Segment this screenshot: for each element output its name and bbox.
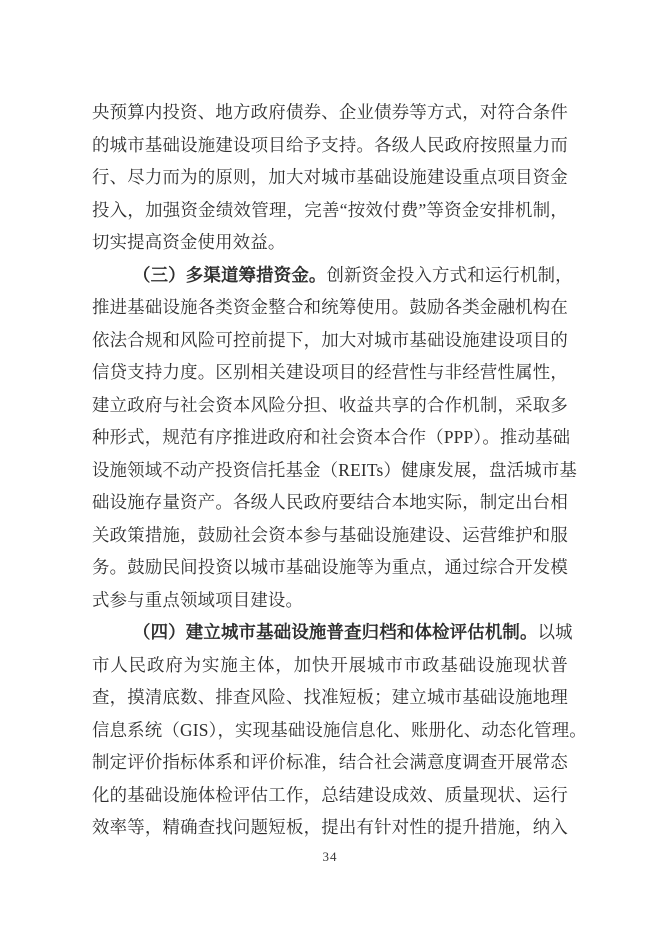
text-line xyxy=(92,681,568,714)
text-line xyxy=(92,161,568,194)
text-line xyxy=(92,324,568,357)
text-run: 信贷支持力度。区别相关建设项目的经营性与非经营性属性， xyxy=(92,362,568,382)
text-run: 础设施存量资产。各级人民政府要结合本地实际，制定出台相 xyxy=(92,492,568,512)
text-run: 务。鼓励民间投资以城市基础设施等为重点，通过综合开发模 xyxy=(92,557,568,577)
page-number: 34 xyxy=(322,849,338,864)
text-line xyxy=(92,389,568,422)
text-line xyxy=(92,356,568,389)
text-line xyxy=(92,616,573,649)
text-run: 式参与重点领域项目建设。 xyxy=(92,589,304,610)
text-run: 行、尽力而为的原则，加大对城市基础设施建设重点项目资金 xyxy=(92,167,568,187)
text-line xyxy=(92,811,568,844)
text-line xyxy=(92,421,571,454)
text-run: 化的基础设施体检评估工作，总结建设成效、质量现状、运行 xyxy=(92,784,568,805)
text-run: 依法合规和风险可控前提下，加大对城市基础设施建设项目的 xyxy=(92,329,568,350)
paragraph-heading: （三）多渠道筹措资金。 xyxy=(133,264,327,285)
text-line xyxy=(92,519,568,552)
text-run: 制定评价指标体系和评价标准，结合社会满意度调查开展常态 xyxy=(92,752,568,772)
text-run: 创新资金投入方式和运行机制， xyxy=(326,264,573,285)
text-line xyxy=(92,96,568,129)
text-run: 推进基础设施各类资金整合和统筹使用。鼓励各类金融机构在 xyxy=(92,297,568,317)
text-run: 切实提高资金使用效益。 xyxy=(92,232,286,252)
text-line xyxy=(92,226,568,259)
text-line xyxy=(92,649,568,682)
text-line xyxy=(92,714,587,747)
text-line xyxy=(92,584,568,617)
text-run: 关政策措施，鼓励社会资本参与基础设施建设、运营维护和服 xyxy=(92,524,568,545)
text-line xyxy=(92,259,573,292)
text-line xyxy=(92,486,568,519)
paragraph-heading: （四）建立城市基础设施普查归档和体检评估机制。 xyxy=(133,622,538,642)
text-run: 央预算内投资、地方政府债券、企业债券等方式，对符合条件 xyxy=(92,102,568,122)
text-line xyxy=(92,779,568,812)
document-text-block xyxy=(92,96,587,844)
text-run: 建立政府与社会资本风险分担、收益共享的合作机制，采取多 xyxy=(92,394,568,415)
text-run: 设施领域不动产投资信托基金（REITs）健康发展，盘活城市基 xyxy=(92,459,577,480)
text-run: 效率等，精确查找问题短板，提出有针对性的提升措施，纳入 xyxy=(92,817,568,837)
text-run: 信息系统（GIS），实现基础设施信息化、账册化、动态化管理。 xyxy=(92,719,587,740)
text-line xyxy=(92,194,568,227)
text-run: 种形式，规范有序推进政府和社会资本合作（PPP）。推动基础 xyxy=(92,427,571,447)
text-run: 查，摸清底数、排查风险、找准短板；建立城市基础设施地理 xyxy=(92,687,568,707)
text-line xyxy=(92,746,568,779)
text-line xyxy=(92,129,568,162)
text-line xyxy=(92,551,568,584)
text-line xyxy=(92,291,568,324)
text-run: 的城市基础设施建设项目给予支持。各级人民政府按照量力而 xyxy=(92,134,568,155)
text-run: 投入，加强资金绩效管理，完善“按效付费”等资金安排机制， xyxy=(92,199,568,220)
text-run: 以城 xyxy=(537,622,573,642)
text-line xyxy=(92,454,577,487)
text-run: 市人民政府为实施主体，加快开展城市市政基础设施现状普 xyxy=(92,654,568,675)
